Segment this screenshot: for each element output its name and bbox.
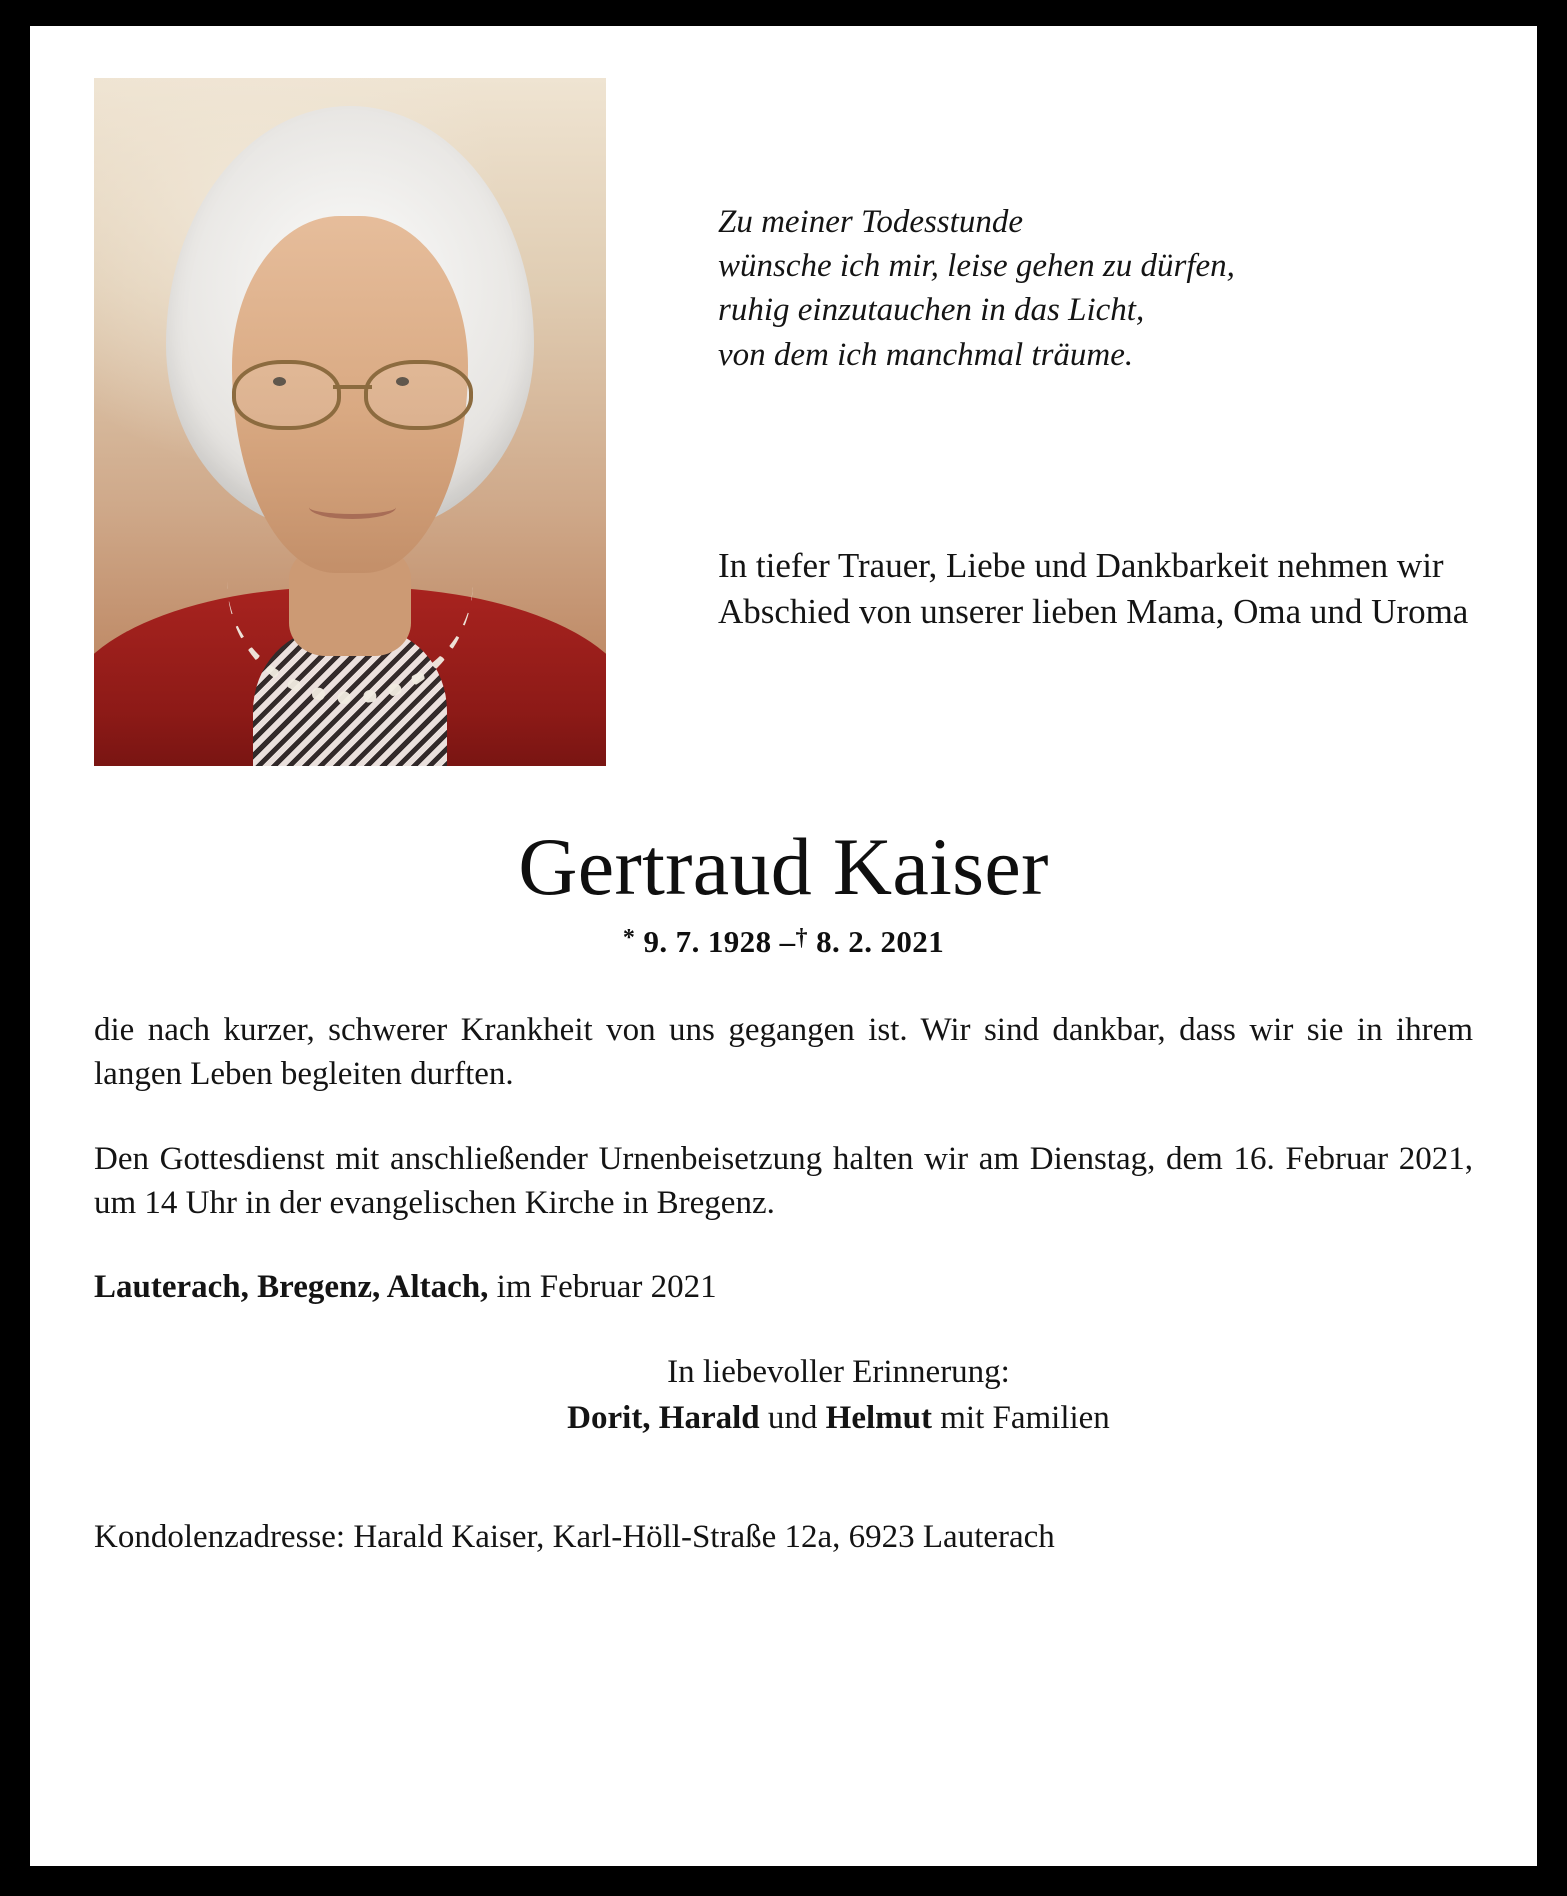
portrait-photo [94, 78, 606, 766]
memory-names-tail: mit Familien [931, 1399, 1110, 1436]
obituary-card [30, 26, 1537, 1866]
portrait-glasses-bridge [333, 385, 372, 389]
date-separator: – [779, 924, 796, 960]
memory-name-group-2: Helmut [825, 1399, 932, 1436]
portrait-lens-right [364, 360, 473, 430]
verse-line-1: Zu meiner Todesstunde [718, 204, 1023, 240]
memory-block [94, 1350, 1473, 1441]
verse-line-3: ruhig einzutauchen in das Licht, [718, 292, 1145, 329]
death-date: 8. 2. 2021 [816, 924, 945, 960]
memorial-verse [718, 200, 1473, 377]
verse-column [606, 78, 1473, 635]
memory-names [204, 1396, 1473, 1442]
birth-symbol: * [622, 925, 636, 952]
paragraph-service: Den Gottesdienst mit anschließender Urnenbeisetzung halten wir am Dienstag, dem 16. Februar 2021, um 14 Uhr in der evangelischen Kirche in Bregenz. [94, 1140, 1473, 1221]
portrait-lens-left [232, 360, 341, 430]
places-rest: im Februar 2021 [488, 1268, 717, 1305]
places-bold: Lauterach, Bregenz, Altach, [94, 1268, 489, 1305]
memory-heading: In liebevoller Erinnerung: [667, 1353, 1010, 1390]
birth-date: 9. 7. 1928 [643, 924, 772, 960]
condolence-address: Kondolenzadresse: Harald Kaiser, Karl-Höll-Straße 12a, 6923 Lauterach [94, 1519, 1055, 1556]
memory-conjunction: und [759, 1399, 826, 1436]
places-line [94, 1269, 1473, 1306]
memory-name-group-1: Dorit, Harald [567, 1399, 760, 1436]
top-section [94, 78, 1473, 766]
intro-text: In tiefer Trauer, Liebe und Dankbarkeit nehmen wir Abschied von unserer lieben Mama, Oma und Uroma [718, 545, 1469, 631]
verse-line-2: wünsche ich mir, leise gehen zu dürfen, [718, 248, 1235, 285]
deceased-name: Gertraud Kaiser [518, 821, 1049, 912]
portrait-glasses [232, 360, 473, 422]
death-symbol: † [795, 925, 808, 952]
paragraph-illness: die nach kurzer, schwerer Krankheit von uns gegangen ist. Wir sind dankbar, dass wir sie in ihrem langen Leben begleiten durften. [94, 1012, 1473, 1093]
verse-line-4: von dem ich manchmal träume. [718, 336, 1134, 373]
life-dates [94, 924, 1473, 960]
